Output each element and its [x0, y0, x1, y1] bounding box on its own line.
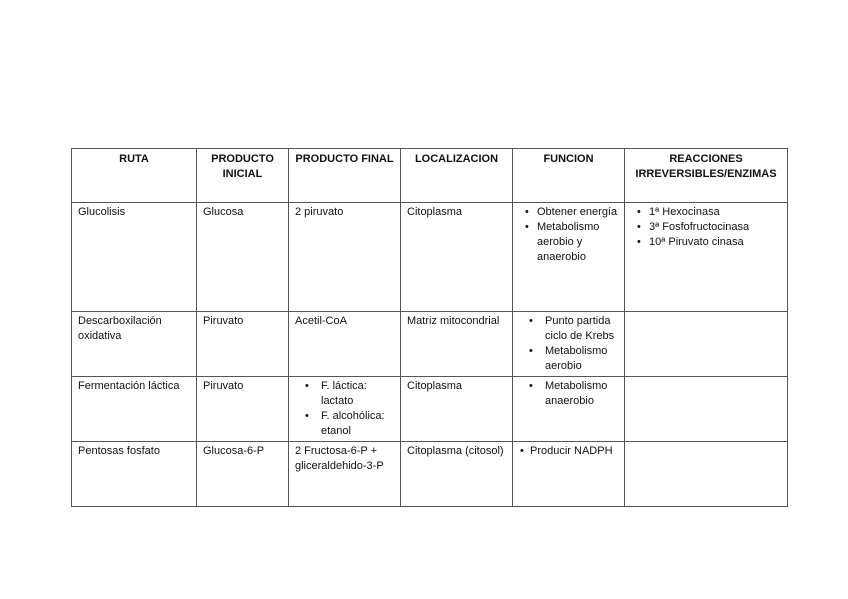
list-item: • Metabolismo aerobio: [545, 344, 618, 374]
list-item: • 3ª Fosfofructocinasa: [649, 220, 781, 235]
cell-ruta: Descarboxilación oxidativa: [72, 312, 197, 377]
funcion-list: [519, 444, 618, 459]
header-localizacion: LOCALIZACION: [401, 149, 513, 203]
funcion-list: [519, 379, 618, 409]
cell-localizacion: Matriz mitocondrial: [401, 312, 513, 377]
cell-producto-inicial: Glucosa: [197, 203, 289, 312]
list-item: • 10ª Piruvato cinasa: [649, 235, 781, 250]
header-ruta: RUTA: [72, 149, 197, 203]
cell-producto-inicial: Piruvato: [197, 377, 289, 442]
header-reacciones: REACCIONES IRREVERSIBLES/ENZIMAS: [625, 149, 788, 203]
table-row-pentosas: [72, 442, 788, 507]
cell-reacciones: [625, 377, 788, 442]
list-item: • Obtener energía: [537, 205, 618, 220]
cell-localizacion: Citoplasma (citosol): [401, 442, 513, 507]
cell-ruta: Pentosas fosfato: [72, 442, 197, 507]
list-item: • F. láctica: lactato: [321, 379, 394, 409]
metabolism-table: [71, 148, 788, 507]
cell-producto-final: [289, 377, 401, 442]
cell-producto-final: Acetil-CoA: [289, 312, 401, 377]
cell-ruta: Glucolisis: [72, 203, 197, 312]
header-row: [72, 149, 788, 203]
cell-funcion: [513, 312, 625, 377]
list-item: • 1ª Hexocinasa: [649, 205, 781, 220]
table-row-fermentacion: [72, 377, 788, 442]
cell-reacciones: [625, 442, 788, 507]
header-funcion: FUNCION: [513, 149, 625, 203]
cell-reacciones: [625, 312, 788, 377]
table-row-glucolisis: [72, 203, 788, 312]
list-item: • Producir NADPH: [530, 444, 618, 459]
funcion-list: [519, 314, 618, 374]
cell-producto-inicial: Piruvato: [197, 312, 289, 377]
cell-reacciones: [625, 203, 788, 312]
header-producto-inicial: PRODUCTO INICIAL: [197, 149, 289, 203]
funcion-list: [519, 205, 618, 265]
table-row-descarboxilacion: [72, 312, 788, 377]
reacciones-list: [631, 205, 781, 250]
cell-producto-final: 2 piruvato: [289, 203, 401, 312]
cell-producto-final: 2 Fructosa-6-P + gliceraldehido-3-P: [289, 442, 401, 507]
cell-funcion: [513, 203, 625, 312]
header-producto-final: PRODUCTO FINAL: [289, 149, 401, 203]
list-item: • F. alcohólica: etanol: [321, 409, 394, 439]
cell-funcion: [513, 442, 625, 507]
list-item: • Metabolismo aerobio y anaerobio: [537, 220, 618, 265]
cell-ruta: Fermentación láctica: [72, 377, 197, 442]
cell-producto-inicial: Glucosa-6-P: [197, 442, 289, 507]
cell-funcion: [513, 377, 625, 442]
list-item: • Metabolismo anaerobio: [545, 379, 618, 409]
producto-final-list: [295, 379, 394, 439]
cell-localizacion: Citoplasma: [401, 203, 513, 312]
cell-localizacion: Citoplasma: [401, 377, 513, 442]
list-item: • Punto partida ciclo de Krebs: [545, 314, 618, 344]
